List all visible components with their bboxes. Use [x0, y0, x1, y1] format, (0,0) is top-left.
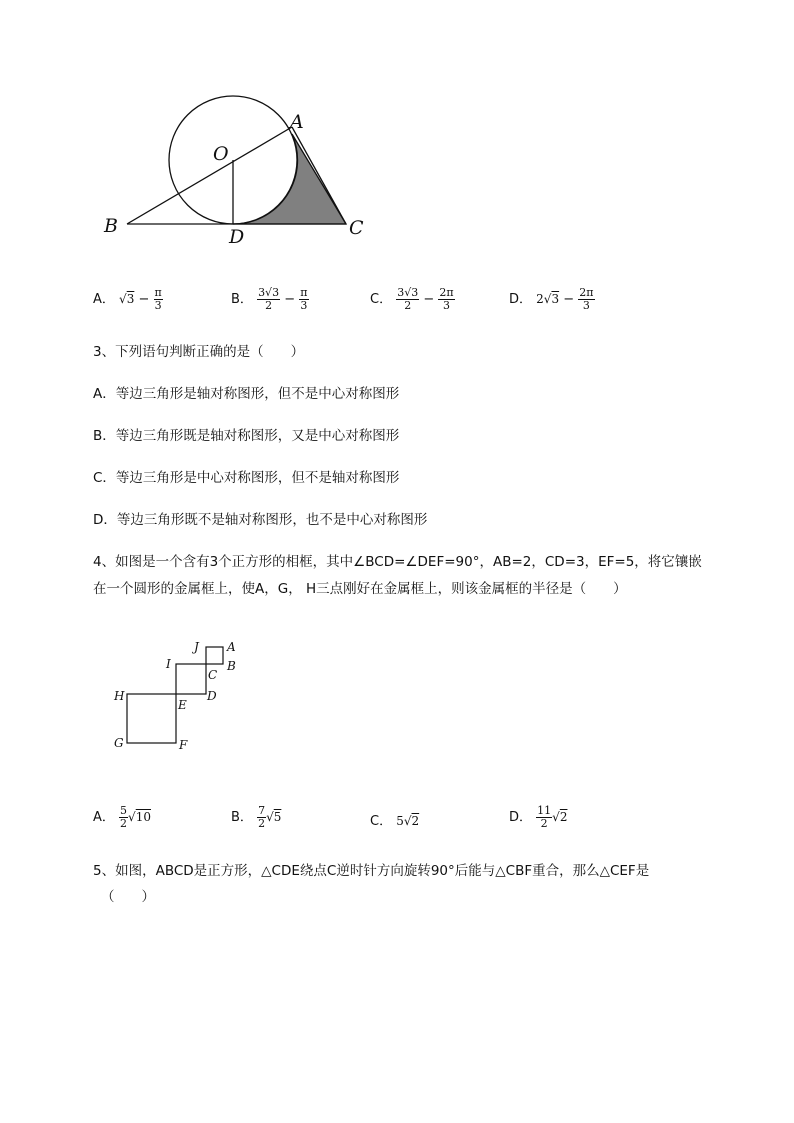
figure-three-squares	[105, 635, 245, 755]
sqrt-symbol: √3	[543, 292, 560, 306]
q3-stem: 3、下列语句判断正确的是（ ）	[93, 344, 305, 360]
q5-stem-line1: 5、如图，ABCD是正方形，△CDE绕点C逆时针方向旋转90°后能与△CBF重合，那么△CEF是	[93, 863, 650, 879]
shaded-region	[233, 134, 346, 224]
segment-ba	[127, 127, 292, 224]
label-g: G	[114, 736, 124, 750]
q4-option-b: B． $\frac{7}{2}$ √5	[231, 804, 282, 830]
sqrt-symbol: √5	[266, 810, 282, 824]
q3-option-a: A．等边三角形是轴对称图形，但不是中心对称图形	[93, 386, 400, 402]
fraction: $\frac{2\pi}{3}$	[579, 286, 594, 312]
q2-option-d: D． 2√3 − $\frac{2\pi}{3}$	[509, 286, 594, 312]
fraction: $\frac{3√3}{2}$	[397, 286, 419, 312]
q3-option-b: B．等边三角形既是轴对称图形，又是中心对称图形	[93, 428, 400, 444]
q3-option-d: D．等边三角形既不是轴对称图形，也不是中心对称图形	[93, 512, 428, 528]
fraction: $\frac{5}{2}$	[120, 804, 128, 830]
label-f: F	[179, 738, 188, 752]
square-large	[127, 694, 176, 743]
label-e: E	[178, 698, 187, 712]
label-i: I	[166, 657, 171, 671]
fraction: $\frac{11}{2}$	[537, 804, 552, 830]
label-o: O	[213, 143, 229, 165]
fraction: $\frac{\pi}{3}$	[154, 286, 162, 312]
fraction: $\frac{7}{2}$	[258, 804, 266, 830]
q5-stem-line2: （ ）	[101, 889, 155, 905]
label-d: D	[229, 226, 245, 245]
q4-option-a: A． $\frac{5}{2}$ √10	[93, 804, 151, 830]
q2-option-b: B． $\frac{3√3}{2}$ − $\frac{\pi}{3}$	[231, 286, 308, 312]
sqrt-symbol: √10	[128, 810, 151, 824]
label-h: H	[114, 689, 125, 703]
fraction: $\frac{3√3}{2}$	[258, 286, 280, 312]
q3-option-c: C．等边三角形是中心对称图形，但不是轴对称图形	[93, 470, 400, 486]
label-a: A	[227, 640, 236, 654]
fraction: $\frac{\pi}{3}$	[300, 286, 308, 312]
figure-circle-triangle	[95, 95, 385, 245]
label-b: B	[227, 659, 236, 673]
q4-option-c: C． 5√2	[370, 814, 420, 829]
label-c: C	[349, 217, 364, 239]
sqrt-symbol: √2	[552, 810, 568, 824]
label-a: A	[290, 111, 304, 133]
label-c: C	[208, 668, 218, 682]
label-j: J	[194, 640, 199, 654]
fraction: $\frac{2\pi}{3}$	[439, 286, 454, 312]
q4-stem-line1: 4、如图是一个含有3个正方形的相框，其中∠BCD=∠DEF=90°，AB=2，CD=3，EF=5，将它镶嵌	[93, 554, 702, 570]
square-medium	[176, 664, 206, 694]
sqrt-symbol: √3	[119, 292, 135, 306]
label-b: B	[104, 215, 118, 237]
q2-option-a: A． √3 − $\frac{\pi}{3}$	[93, 286, 162, 312]
square-small	[206, 647, 223, 664]
q2-option-c: C． $\frac{3√3}{2}$ − $\frac{2\pi}{3}$	[370, 286, 454, 312]
sqrt-symbol: √2	[403, 814, 420, 828]
label-d: D	[207, 689, 217, 703]
q4-option-d: D． $\frac{11}{2}$ √2	[509, 804, 568, 830]
q4-stem-line2: 在一个圆形的金属框上，使A，G， H三点刚好在金属框上，则该金属框的半径是（ ）	[93, 581, 627, 597]
